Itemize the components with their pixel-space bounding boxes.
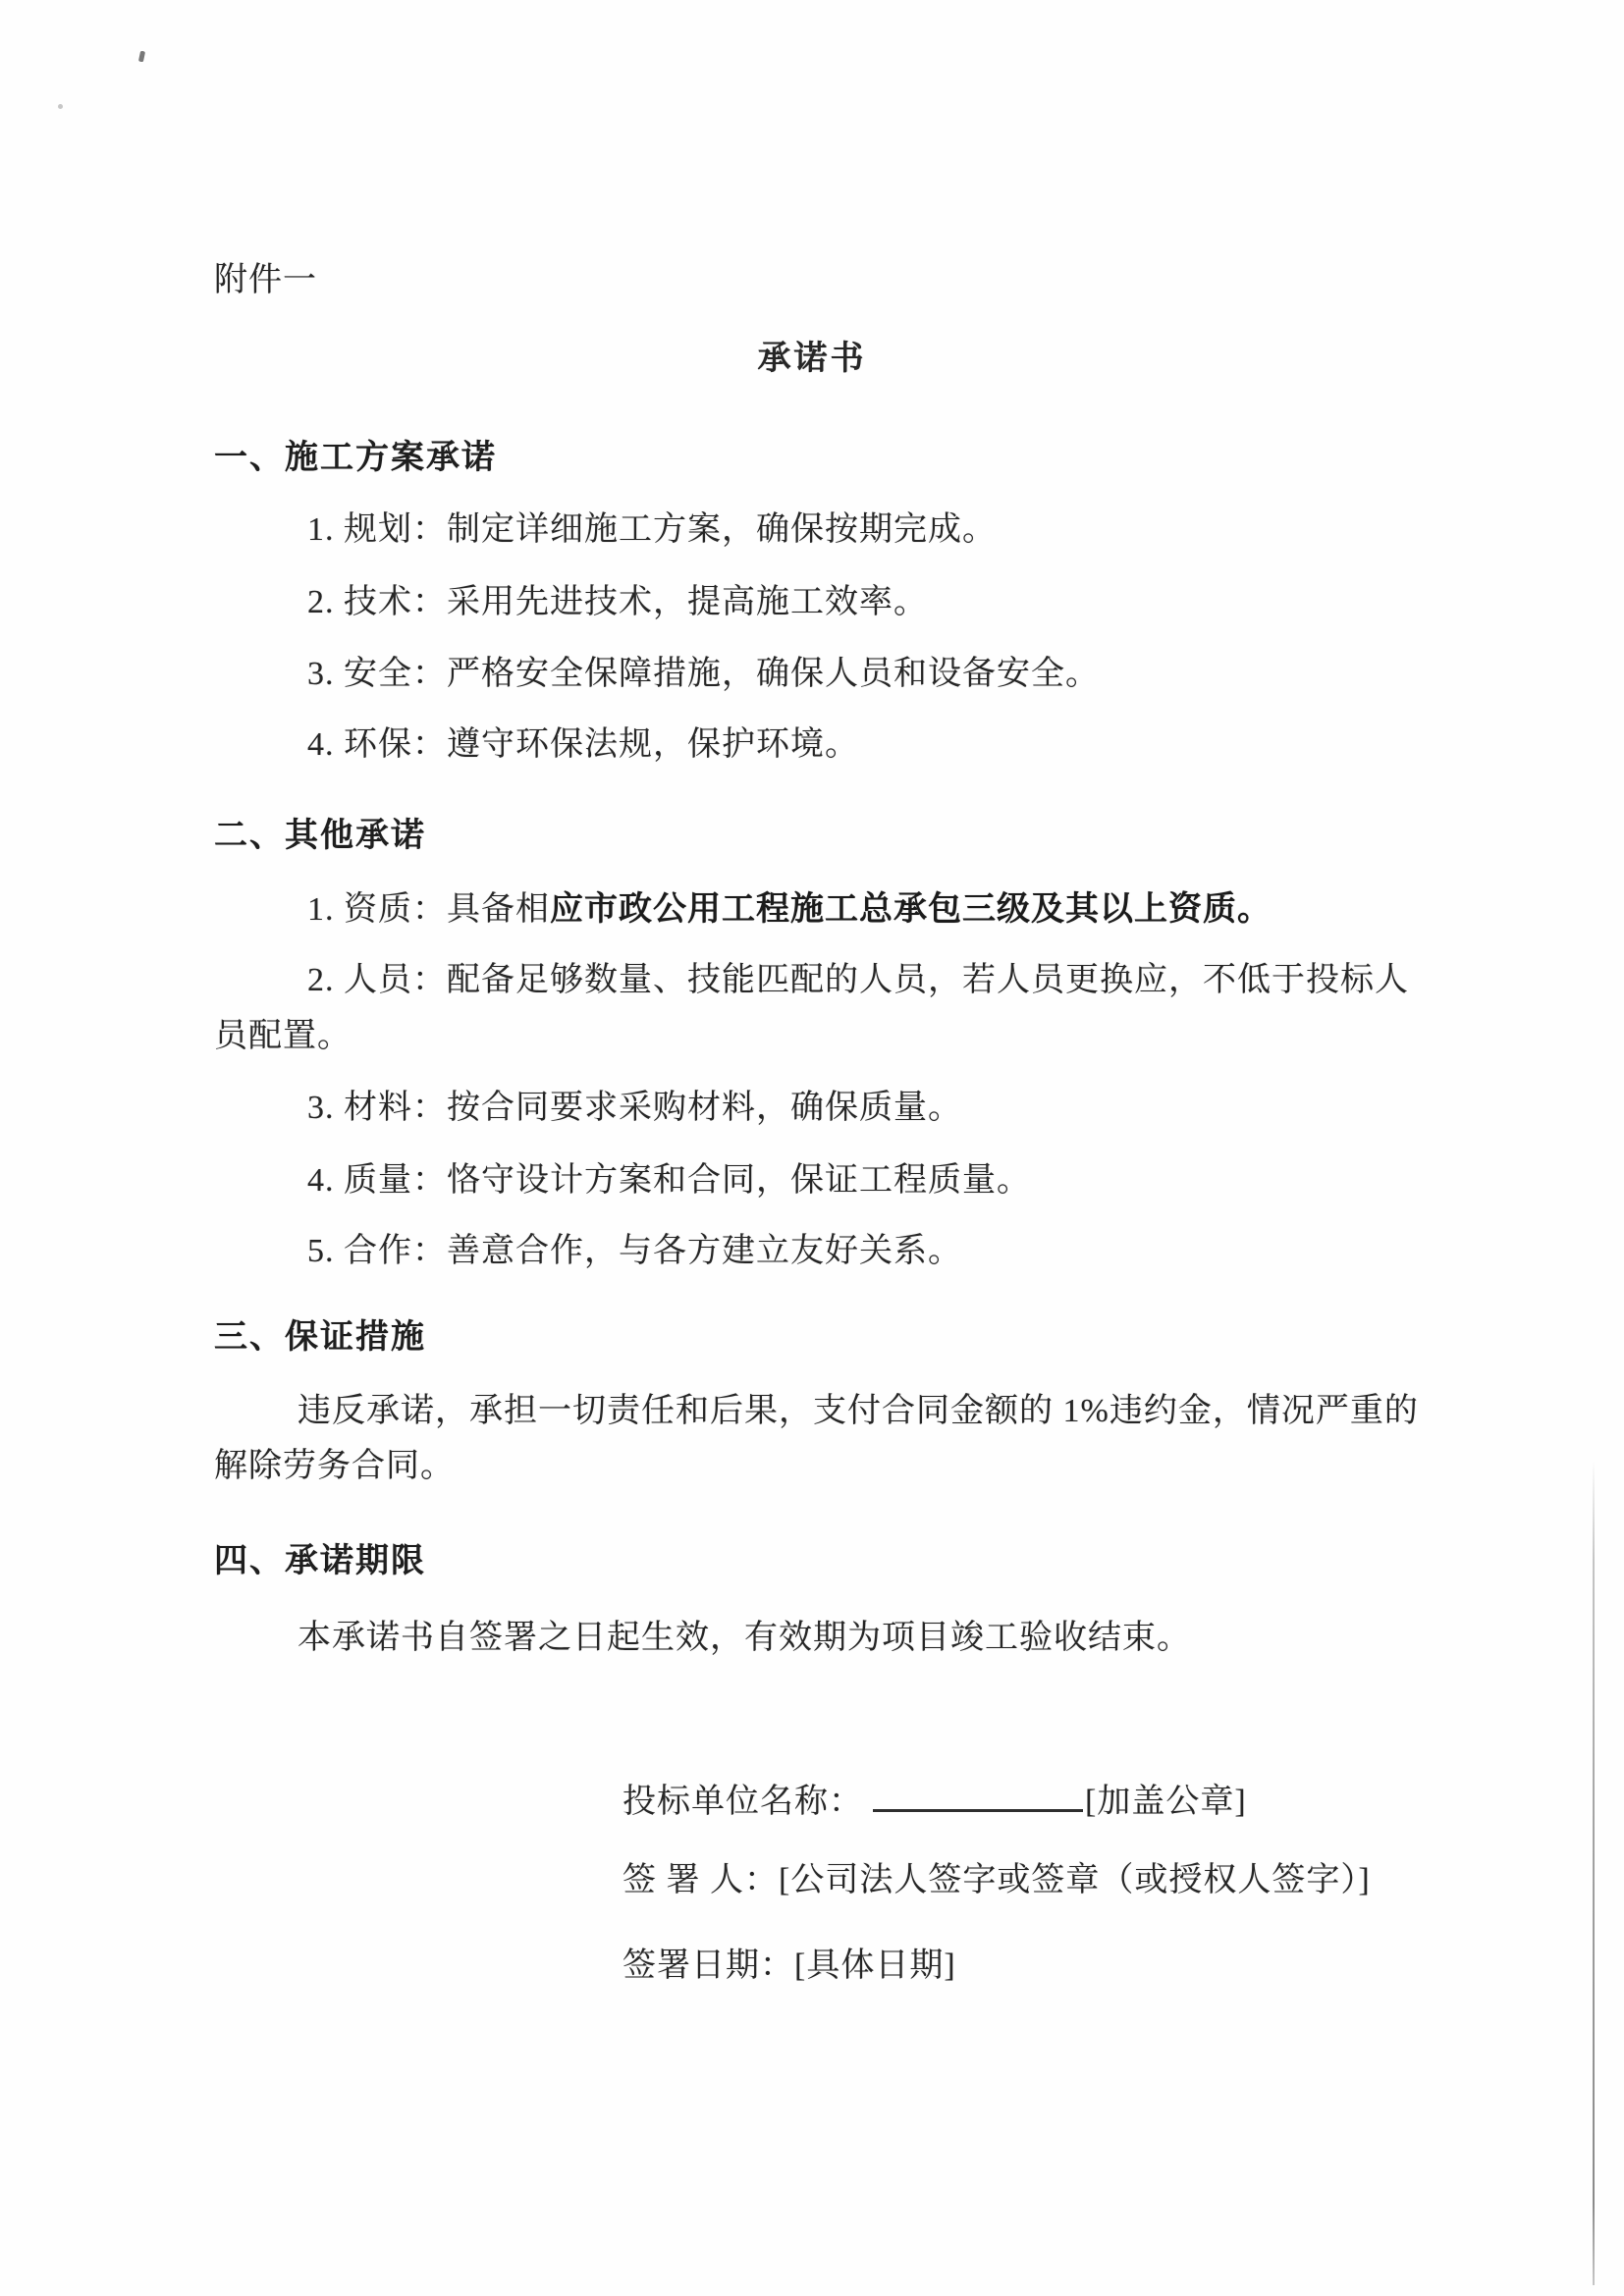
section2-item4: 4. 质量：恪守设计方案和合同，保证工程质量。	[307, 1162, 1031, 1199]
signer-value: [公司法人签字或签章（或授权人签字）]	[779, 1862, 1371, 1898]
section3-paragraph-line1: 违反承诺，承担一切责任和后果，支付合同金额的 1%违约金，情况严重的	[298, 1393, 1419, 1429]
bidder-name-label: 投标单位名称：	[623, 1784, 863, 1820]
scan-edge-artifact-line	[1593, 1461, 1595, 2285]
bidder-name-fill-blank	[873, 1776, 1083, 1812]
section2-item2-line2: 员配置。	[214, 1018, 352, 1054]
section2-item1-bold-text: 应市政公用工程施工总承包三级及其以上资质。	[550, 891, 1272, 928]
sign-date-row	[623, 1947, 956, 1986]
section2-item1-regular-text: 1. 资质：具备相	[307, 891, 550, 928]
section4-paragraph: 本承诺书自签署之日起生效，有效期为项目竣工验收结束。	[298, 1620, 1191, 1656]
section1-item2: 2. 技术：采用先进技术，提高施工效率。	[307, 584, 928, 620]
bidder-name-row	[623, 1776, 1247, 1822]
sign-date-value: [具体日期]	[794, 1948, 956, 1984]
section1-item3: 3. 安全：严格安全保障措施，确保人员和设备安全。	[307, 656, 1100, 692]
signer-row	[623, 1861, 1371, 1900]
scan-speck	[58, 104, 63, 109]
document-title: 承诺书	[757, 341, 867, 377]
section1-item4: 4. 环保：遵守环保法规，保护环境。	[307, 726, 859, 763]
section1-heading: 一、施工方案承诺	[214, 440, 497, 476]
section4-heading: 四、承诺期限	[214, 1543, 426, 1579]
section2-item3: 3. 材料：按合同要求采购材料，确保质量。	[307, 1090, 962, 1126]
section1-item1: 1. 规划：制定详细施工方案，确保按期完成。	[307, 511, 997, 548]
section2-item5: 5. 合作：善意合作，与各方建立友好关系。	[307, 1233, 962, 1269]
section2-item1	[307, 890, 1272, 930]
attachment-label: 附件一	[214, 262, 317, 298]
section3-paragraph-line2: 解除劳务合同。	[214, 1448, 455, 1484]
signer-label: 签 署 人：	[623, 1862, 779, 1898]
sign-date-label: 签署日期：	[623, 1948, 794, 1984]
section2-heading: 二、其他承诺	[214, 818, 426, 854]
section3-heading: 三、保证措施	[214, 1319, 426, 1356]
seal-note: [加盖公章]	[1085, 1784, 1247, 1820]
scan-speck	[138, 51, 145, 63]
section2-item2-line1: 2. 人员：配备足够数量、技能匹配的人员，若人员更换应，不低于投标人	[307, 962, 1409, 998]
